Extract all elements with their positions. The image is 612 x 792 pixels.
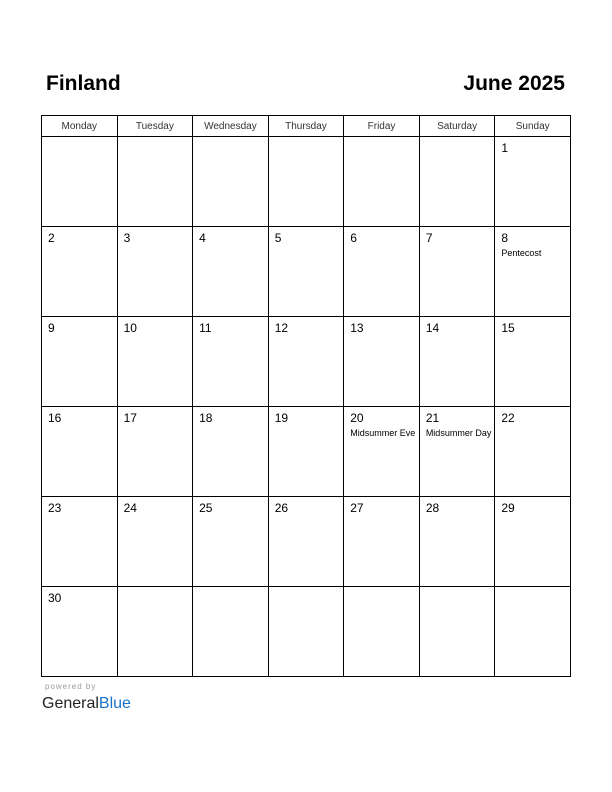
day-number: 19 [274,411,289,425]
weekday-wednesday: Wednesday [193,116,269,137]
day-number: 22 [501,411,515,425]
day-cell [344,317,420,407]
day-cell [42,227,118,317]
week-row [42,407,571,497]
brand-logo-general: General [42,695,99,712]
day-number: 1 [501,141,509,155]
day-cell [193,497,269,587]
day-number: 23 [48,501,62,515]
day-cell [495,317,571,407]
day-cell [193,137,269,227]
month-year-title: June 2025 [463,72,565,95]
day-number: 15 [501,321,515,335]
powered-by-text: powered by [45,682,97,691]
day-number: 3 [123,231,131,245]
week-row [42,497,571,587]
weekday-friday: Friday [344,116,420,137]
day-cell [495,497,571,587]
day-number: 26 [274,501,289,515]
day-number: 21 [425,411,440,425]
day-cell [117,227,193,317]
day-number: 11 [199,321,212,335]
brand-logo-blue: Blue [98,695,131,712]
weekday-sunday: Sunday [495,116,571,137]
day-number: 29 [501,501,515,515]
day-cell [268,407,344,497]
day-cell [117,137,193,227]
weekday-monday: Monday [42,116,118,137]
day-number: 17 [123,411,137,425]
holiday-label: Pentecost [501,248,542,258]
weekday-thursday: Thursday [268,116,344,137]
day-cell [193,227,269,317]
day-cell [42,497,118,587]
brand-logo [42,694,131,714]
calendar-body [42,137,571,677]
day-cell [193,317,269,407]
day-cell [117,497,193,587]
day-number: 30 [48,591,62,605]
day-cell [193,407,269,497]
calendar-grid [41,115,571,677]
country-title: Finland [46,72,121,95]
day-number: 9 [48,321,55,335]
day-cell [419,407,495,497]
day-number: 2 [48,231,55,245]
day-cell [42,137,118,227]
day-cell [268,497,344,587]
day-number: 24 [123,501,137,515]
holiday-label: Midsummer Eve [350,428,416,438]
day-number: 16 [48,411,62,425]
day-cell [419,137,495,227]
day-cell [268,227,344,317]
day-cell [117,407,193,497]
day-number: 10 [123,321,137,335]
day-cell [42,587,118,677]
day-number: 18 [199,411,213,425]
day-number: 7 [425,231,433,245]
day-number: 14 [425,321,440,335]
holiday-label: Midsummer Day [425,428,492,438]
day-cell [419,317,495,407]
day-cell [495,407,571,497]
day-cell [42,407,118,497]
day-cell [268,137,344,227]
week-row [42,587,571,677]
day-cell [495,137,571,227]
day-cell [419,497,495,587]
day-cell [344,497,420,587]
day-number: 4 [199,231,206,245]
weekday-tuesday: Tuesday [117,116,193,137]
weekday-saturday: Saturday [419,116,495,137]
day-number: 20 [350,411,364,425]
day-cell [42,317,118,407]
day-number: 8 [501,231,509,245]
day-number: 25 [199,501,213,515]
day-cell [419,227,495,317]
day-cell [344,407,420,497]
day-cell [344,587,420,677]
day-number: 28 [425,501,440,515]
day-cell [344,137,420,227]
day-number: 12 [274,321,289,335]
day-cell [495,227,571,317]
week-row [42,317,571,407]
week-row [42,227,571,317]
day-cell [268,317,344,407]
weekday-header-row [42,116,571,137]
day-cell [193,587,269,677]
day-number: 13 [350,321,364,335]
day-number: 6 [350,231,357,245]
day-cell [495,587,571,677]
day-cell [117,317,193,407]
day-cell [117,587,193,677]
day-cell [268,587,344,677]
day-number: 5 [274,231,282,245]
day-cell [419,587,495,677]
day-number: 27 [350,501,364,515]
day-cell [344,227,420,317]
week-row [42,137,571,227]
